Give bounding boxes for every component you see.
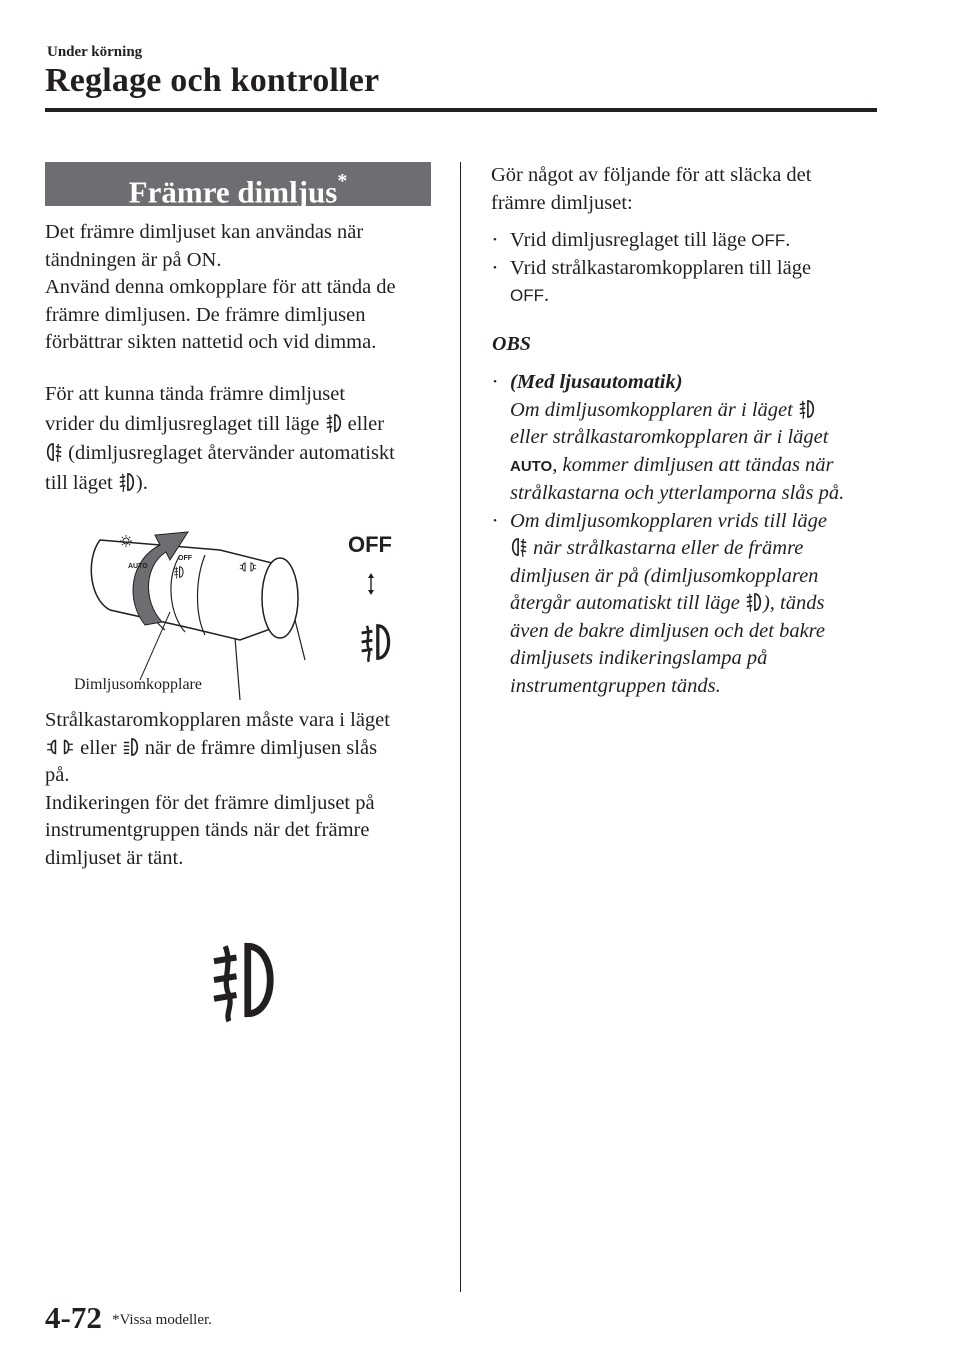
low-beam-icon xyxy=(122,736,140,758)
rear-fog-icon xyxy=(45,441,63,463)
front-fog-indicator-icon xyxy=(205,935,283,1025)
front-fog-icon xyxy=(118,471,136,493)
section-title-banner xyxy=(45,162,431,210)
text-span: . xyxy=(544,284,550,306)
text-line xyxy=(510,452,911,481)
list-item xyxy=(491,255,891,310)
text-line xyxy=(510,397,911,425)
header-rule xyxy=(45,108,877,112)
text-line xyxy=(45,439,455,469)
text-span: Vrid strålkastaromkopplaren till läge xyxy=(510,256,812,279)
text-line: dimljusen är på (dimljusomkopplaren xyxy=(510,564,819,587)
chapter-title: Reglage och kontroller xyxy=(45,62,380,99)
note-subheading: • (Med ljusautomatik) xyxy=(510,371,683,393)
front-fog-icon xyxy=(798,398,816,420)
notes-list xyxy=(491,369,911,700)
footnote: *Vissa modeller. xyxy=(112,1312,212,1328)
text-line xyxy=(510,535,911,563)
note-heading: OBS xyxy=(492,333,531,355)
front-fog-icon xyxy=(362,626,389,662)
switch-positions-arrow xyxy=(368,573,374,595)
list-item xyxy=(491,227,891,255)
text-line: instrumentgruppen tänds när det främre xyxy=(45,819,370,841)
list-item xyxy=(491,369,911,508)
text-span: . xyxy=(785,229,791,251)
text-line: främre dimljuset: xyxy=(491,191,633,214)
parking-lights-icon xyxy=(45,736,75,758)
text-line: Gör något av följande för att släcka det xyxy=(491,164,812,186)
text-span: eller xyxy=(80,736,117,759)
text-span: när strålkastarna eller de främre xyxy=(533,537,804,559)
text-line: Det främre dimljuset kan användas när xyxy=(45,221,364,243)
text-line: förbättrar sikten nattetid och vid dimma. xyxy=(45,331,377,353)
section-title: Främre dimljus xyxy=(128,174,338,210)
text-span: (dimljusreglaget återvänder automatiskt xyxy=(68,442,395,464)
fog-switch-illustration xyxy=(70,520,440,700)
auto-label: AUTO xyxy=(510,457,553,475)
text-line: dimljusets indikeringslampa på xyxy=(510,647,768,669)
page-number: 4-72 xyxy=(45,1300,102,1335)
text-line: Strålkastaromkopplaren måste vara i läget xyxy=(45,709,390,731)
text-line: eller strålkastaromkopplaren är i läget xyxy=(510,426,829,448)
text-line: instrumentgruppen tänds. xyxy=(510,674,721,697)
lever-auto-label: AUTO xyxy=(128,563,148,570)
lever-off-label: OFF xyxy=(178,555,192,562)
turn-off-list xyxy=(491,227,891,310)
text-line: även de bakre dimljusen och det bakre xyxy=(510,619,825,642)
footnote-mark: * xyxy=(337,170,348,192)
text-span: till läget xyxy=(45,471,113,494)
text-line: strålkastarna och ytterlamporna slås på. xyxy=(510,482,845,504)
text-line xyxy=(45,735,455,763)
text-line: på. xyxy=(45,764,70,786)
list-item xyxy=(491,508,911,701)
off-position-label: OFF xyxy=(348,532,392,557)
text-span: vrider du dimljusreglaget till läge xyxy=(45,412,320,435)
text-span: Vrid dimljusreglaget till läge xyxy=(510,229,747,251)
text-line: tändningen är på ON. xyxy=(45,248,222,271)
text-line: • Om dimljusomkopplaren vrids till läge xyxy=(510,509,827,532)
rear-fog-icon xyxy=(510,536,528,558)
text-line: främre dimljusen. De främre dimljusen xyxy=(45,303,366,326)
text-span: ). xyxy=(135,471,148,494)
text-span: , kommer dimljusen att tändas när xyxy=(552,453,834,476)
text-span: när de främre dimljusen slås xyxy=(144,736,378,759)
text-line xyxy=(510,590,911,618)
text-span: återgår automatiskt till läge xyxy=(510,592,740,614)
off-label: OFF xyxy=(751,231,786,250)
figure-caption: Dimljusomkopplare xyxy=(74,676,202,693)
turn-off-paragraph xyxy=(491,162,891,217)
text-line: Använd denna omkopplare för att tända de xyxy=(45,276,396,298)
front-fog-icon xyxy=(745,591,763,613)
text-span: eller xyxy=(347,412,385,435)
intro-paragraph xyxy=(45,219,445,357)
front-fog-icon xyxy=(325,412,343,434)
text-line xyxy=(45,469,455,499)
text-line: För att kunna tända främre dimljuset xyxy=(45,383,346,405)
section-label: Under körning xyxy=(47,44,143,60)
column-divider xyxy=(460,162,461,1292)
text-line xyxy=(45,410,455,440)
text-line: Indikeringen för det främre dimljuset på xyxy=(45,791,375,814)
off-label: OFF xyxy=(510,286,544,305)
text-span: Om dimljusomkopplaren är i läget xyxy=(510,398,793,421)
headlight-paragraph xyxy=(45,707,455,872)
text-line: dimljuset är tänt. xyxy=(45,846,184,869)
turn-on-paragraph xyxy=(45,380,455,498)
text-span: ), tänds xyxy=(762,592,825,614)
